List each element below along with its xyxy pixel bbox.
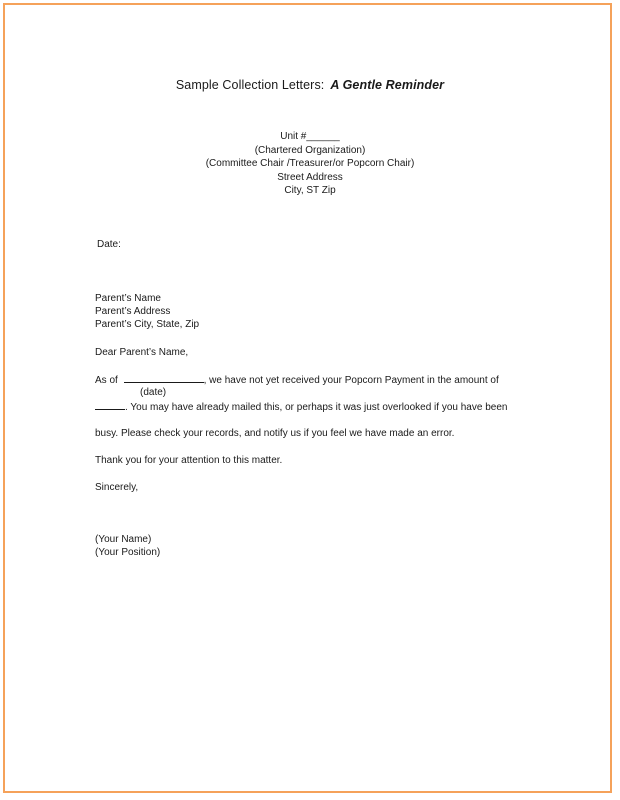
city-state-zip: City, ST Zip [284, 185, 336, 197]
salutation: Dear Parent’s Name, [95, 347, 189, 358]
body-line-2-text: . You may have already mailed this, or perhaps it was just overlooked if you have been [125, 402, 508, 413]
body-line-1-suffix: , we have not yet received your Popcorn Payment in the amount of [203, 375, 499, 386]
closing: Sincerely, [95, 482, 139, 493]
body-line-2 [95, 400, 507, 414]
street-address: Street Address [277, 171, 343, 183]
signature-position: (Your Position) [95, 547, 161, 558]
date-hint: (date) [140, 387, 167, 398]
body-line-1 [95, 373, 499, 387]
title-emphasis: A Gentle Reminder [330, 78, 445, 92]
chartered-organization: (Chartered Organization) [254, 144, 366, 156]
date-blank [124, 373, 204, 383]
signature-name: (Your Name) [95, 534, 152, 545]
thanks-line: Thank you for your attention to this matter. [95, 455, 283, 466]
amount-blank [95, 400, 125, 410]
title-prefix: Sample Collection Letters: [175, 78, 325, 92]
recipient-city: Parent’s City, State, Zip [95, 319, 200, 330]
page-border [3, 3, 612, 793]
unit-number: Unit #______ [280, 131, 340, 142]
body-line-1-prefix: As of [95, 375, 118, 386]
body-line-3: busy. Please check your records, and notify us if you feel we have made an error. [95, 428, 455, 439]
letter-title [0, 78, 620, 92]
recipient-name: Parent’s Name [95, 293, 161, 304]
sender-address-block [0, 130, 620, 198]
committee-chair: (Committee Chair /Treasurer/or Popcorn Chair) [205, 158, 415, 170]
recipient-address: Parent’s Address [95, 306, 171, 317]
date-label: Date: [97, 239, 121, 250]
